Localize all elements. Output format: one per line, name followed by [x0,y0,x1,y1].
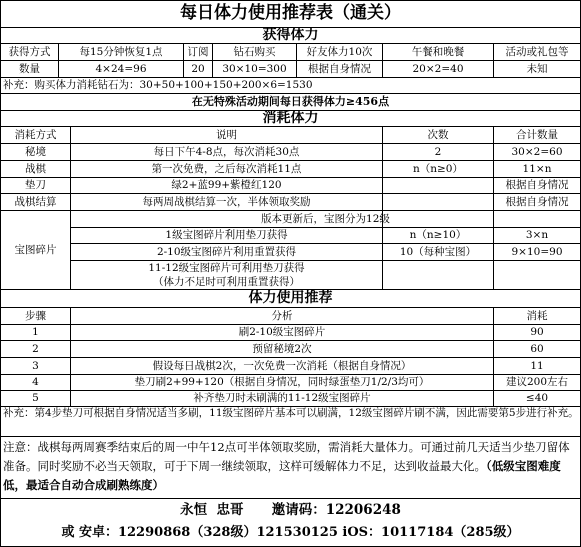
consume-header-method: 消耗方式 [14,128,57,141]
fragment-line3: 2-10级宝图碎片利用重置获得 [156,245,297,258]
consume-heading: 消耗体力 [262,111,319,126]
consume-row-count: 2 [434,145,442,158]
recommend-row-step: 3 [32,359,39,372]
gain-header-recovery: 每15分钟恢复1点 [79,45,163,58]
gain-value-meals: 20×2=40 [412,62,464,75]
recommend-row-cost: ≤40 [525,392,549,405]
fragment-line3-count: 10（每种宝图） [399,245,477,258]
consume-row-desc: 绿2+蓝99+紫橙红120 [171,179,282,192]
gain-value-subscribe: 20 [191,62,205,75]
attention-note [3,438,579,498]
consume-row-count [383,178,493,193]
ids-line: 或 安卓：12290868（328级）121530125 iOS：10117184（285级） [61,524,520,540]
consume-row-total: 根据自身情况 [505,195,569,208]
page-title: 每日体力使用推荐表（通关） [180,3,401,24]
recommend-row-analysis: 预留秘境2次 [252,342,312,355]
recommend-row-cost: 60 [530,342,544,355]
fragment-line2: 1级宝图碎片利用垫刀获得 [165,229,288,242]
gain-header-diamond: 钻石购买 [233,45,276,58]
recommend-row-cost: 建议200左右 [505,376,569,389]
gain-value-events: 未知 [526,62,548,75]
consume-row-count [383,194,493,210]
consume-row-count: n（n≥0） [412,162,463,175]
consume-row-desc: 每两周战棋结算一次，半体领取奖励 [142,195,311,208]
consume-header-desc: 说明 [216,128,237,141]
attention-text: 注意：战棋每两周赛季结束后的周一中午12点可半体领取奖励，需消耗大量体力。可通过前几天适当少垫刀留体准备。同时奖励不必当天领取，可于下周一继续领取，这样可缓解体力不足，达到收益最大化。 [3,440,570,473]
recommend-row-step: 2 [32,342,39,355]
fragment-line2-total: 3×n [525,229,549,242]
fragment-line1: 版本更新后，宝图分为12级 [261,212,390,225]
recommend-row-analysis: 补齐垫刀时未刷满的11-12级宝图碎片 [193,392,371,405]
recommend-row-analysis: 垫刀刷2+99+120（根据自身情况，同时绿蛋垫刀1/2/3均可） [134,376,430,389]
recommend-row-step: 4 [32,376,39,389]
recommend-row-analysis: 假设每日战棋2次，一次免费一次消耗（根据自身情况） [152,359,412,372]
consume-header-count: 次数 [427,128,449,141]
recommend-heading: 体力使用推荐 [248,290,333,307]
attention-bold: （低级宝图难度低，最适合自动合成刷熟练度） [3,459,561,492]
fragment-line4a: 11-12级宝图碎片可利用垫刀获得 [148,261,305,274]
gain-heading: 获得体力 [262,28,319,43]
consume-row-total: 30×2=60 [511,145,563,158]
consume-row-total: 11×n [522,162,552,175]
consume-row-method: 秘境 [25,145,46,158]
gain-header-friend: 好友体力10次 [306,45,373,58]
recommend-row-step: 5 [32,392,39,405]
consume-row-desc: 每日下午4-8点，每次消耗30点 [153,145,300,158]
fragment-method: 宝图碎片 [14,243,57,256]
recommend-note: 补充：第4步垫刀可根据自身情况适当多刷，11级宝图碎片基本可以刷满，12级宝图碎片刷不满，因此需要第5步进行补充。 [3,407,579,419]
gain-header-events: 活动或礼包等 [505,45,569,58]
recommend-row-step: 1 [32,326,39,339]
recommend-row-cost: 11 [530,359,544,372]
recommend-row-cost: 90 [530,326,544,339]
gain-note: 补充：购买体力消耗钻石为：30+50+100+150+200×6=1530 [3,79,313,92]
gain-row-label: 数量 [19,62,40,75]
gain-value-recovery: 4×24=96 [95,62,147,75]
fragment-line3-total: 9×10=90 [511,245,563,258]
gain-summary: 在无特殊活动期间每日获得体力≥456点 [191,94,390,108]
fragment-line4b: （体力不足时可利用重置获得） [153,275,300,288]
recommend-header-step: 步骤 [25,309,46,322]
consume-row-method: 战棋结算 [14,195,57,208]
gain-header-method: 获得方式 [8,45,51,58]
recommend-row-analysis: 刷2-10级宝图碎片 [238,326,326,339]
gain-header-subscribe: 订阅 [187,45,209,58]
fragment-line2-count: n（n≥10） [409,229,467,242]
consume-row-method: 战棋 [25,162,46,175]
consume-row-total: 根据自身情况 [505,179,569,192]
gain-value-diamond: 30×10=300 [222,62,287,75]
gain-header-meals: 午餐和晚餐 [411,45,465,58]
consume-row-desc: 第一次免费，之后每次消耗11点 [151,162,302,175]
author-line: 永恒 忠哥 邀请码：12206248 [180,502,401,519]
consume-row-method: 垫刀 [25,179,46,192]
recommend-header-cost: 消耗 [526,309,548,322]
recommend-header-analysis: 分析 [271,309,293,322]
gain-value-friend: 根据自身情况 [308,62,371,75]
consume-header-total: 合计数量 [516,128,558,141]
